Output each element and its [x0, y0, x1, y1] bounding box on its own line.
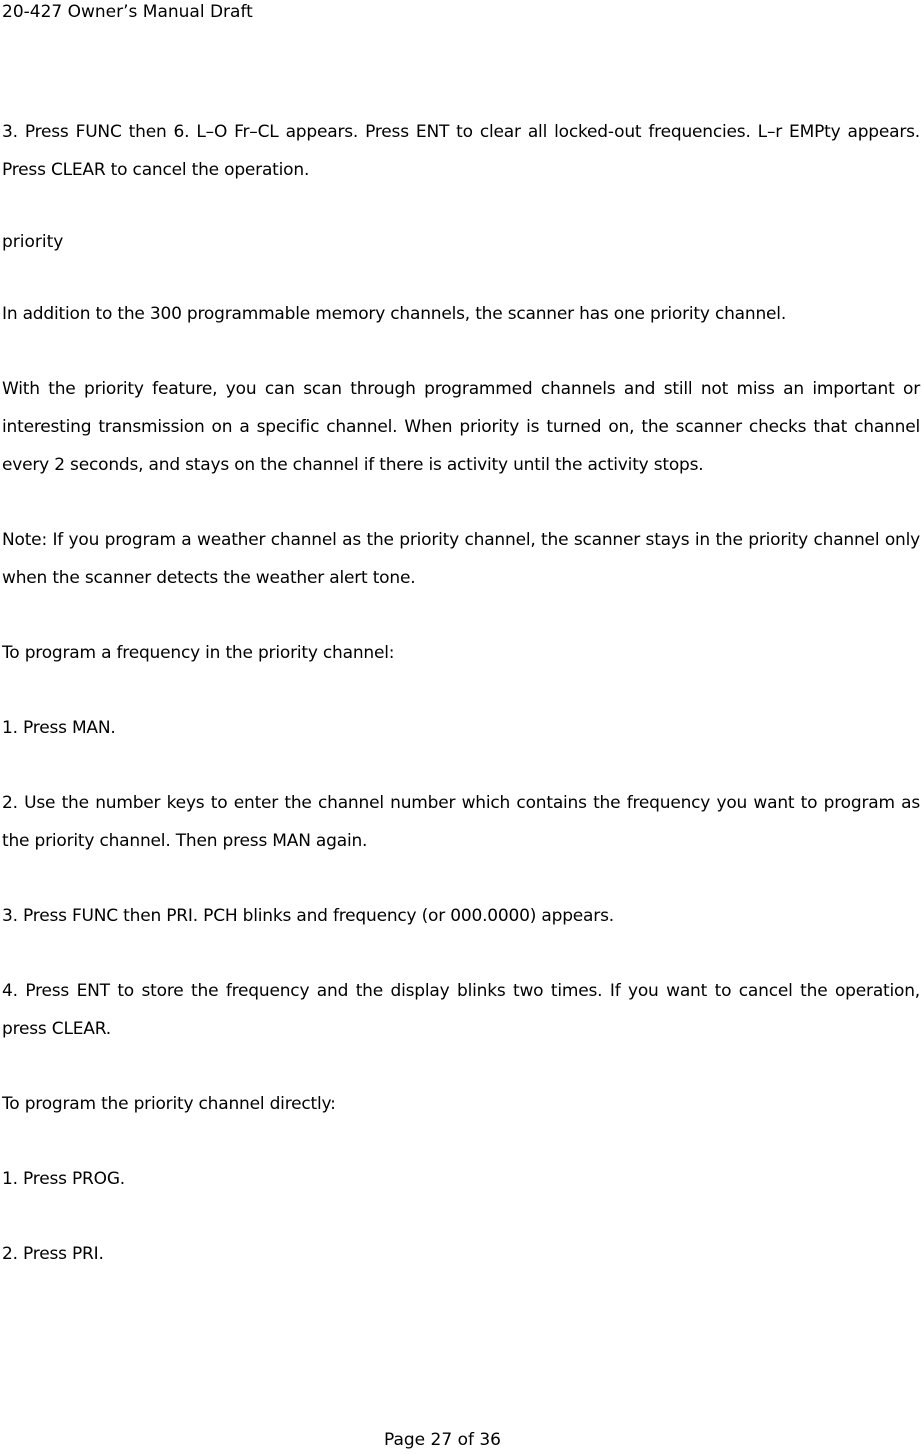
paragraph-program-directly-intro: To program the priority channel directly: [2, 1094, 336, 1114]
page-number: Page 27 of 36 [383, 1430, 502, 1450]
step-press-man: 1. Press MAN. [2, 718, 116, 738]
paragraph-priority-feature: With the priority feature, you can scan through programmed channels and still not miss an important or interesting transmission on a specific channel. When priority is turned on, the scanner checks that channel every 2 seconds, and stays on the channel if there is activity until the activity stops. [2, 379, 920, 475]
paragraph-weather-note: Note: If you program a weather channel as the priority channel, the scanner stays in the priority channel only when the scanner detects the weather alert tone. [2, 530, 920, 588]
step-press-prog: 1. Press PROG. [2, 1169, 125, 1189]
step-enter-channel-number: 2. Use the number keys to enter the channel number which contains the frequency you want to program as the priority channel. Then press MAN again. [2, 793, 920, 851]
step-press-func-pri: 3. Press FUNC then PRI. PCH blinks and frequency (or 000.0000) appears. [2, 906, 614, 926]
paragraph-priority-intro: In addition to the 300 programmable memory channels, the scanner has one priority channel. [2, 304, 787, 324]
document-body [2, 113, 920, 1273]
document-header: 20-427 Owner’s Manual Draft [2, 2, 253, 22]
paragraph-program-frequency-intro: To program a frequency in the priority channel: [2, 643, 395, 663]
step-press-ent: 4. Press ENT to store the frequency and the display blinks two times. If you want to cancel the operation, press CLEAR. [2, 981, 920, 1039]
step-press-pri: 2. Press PRI. [2, 1244, 104, 1264]
section-heading-priority: priority [2, 232, 64, 252]
paragraph-clear-lockout: 3. Press FUNC then 6. L–O Fr–CL appears. Press ENT to clear all locked-out frequencies. L–r EMPty appears. Press CLEAR to cancel the operation. [2, 122, 920, 180]
